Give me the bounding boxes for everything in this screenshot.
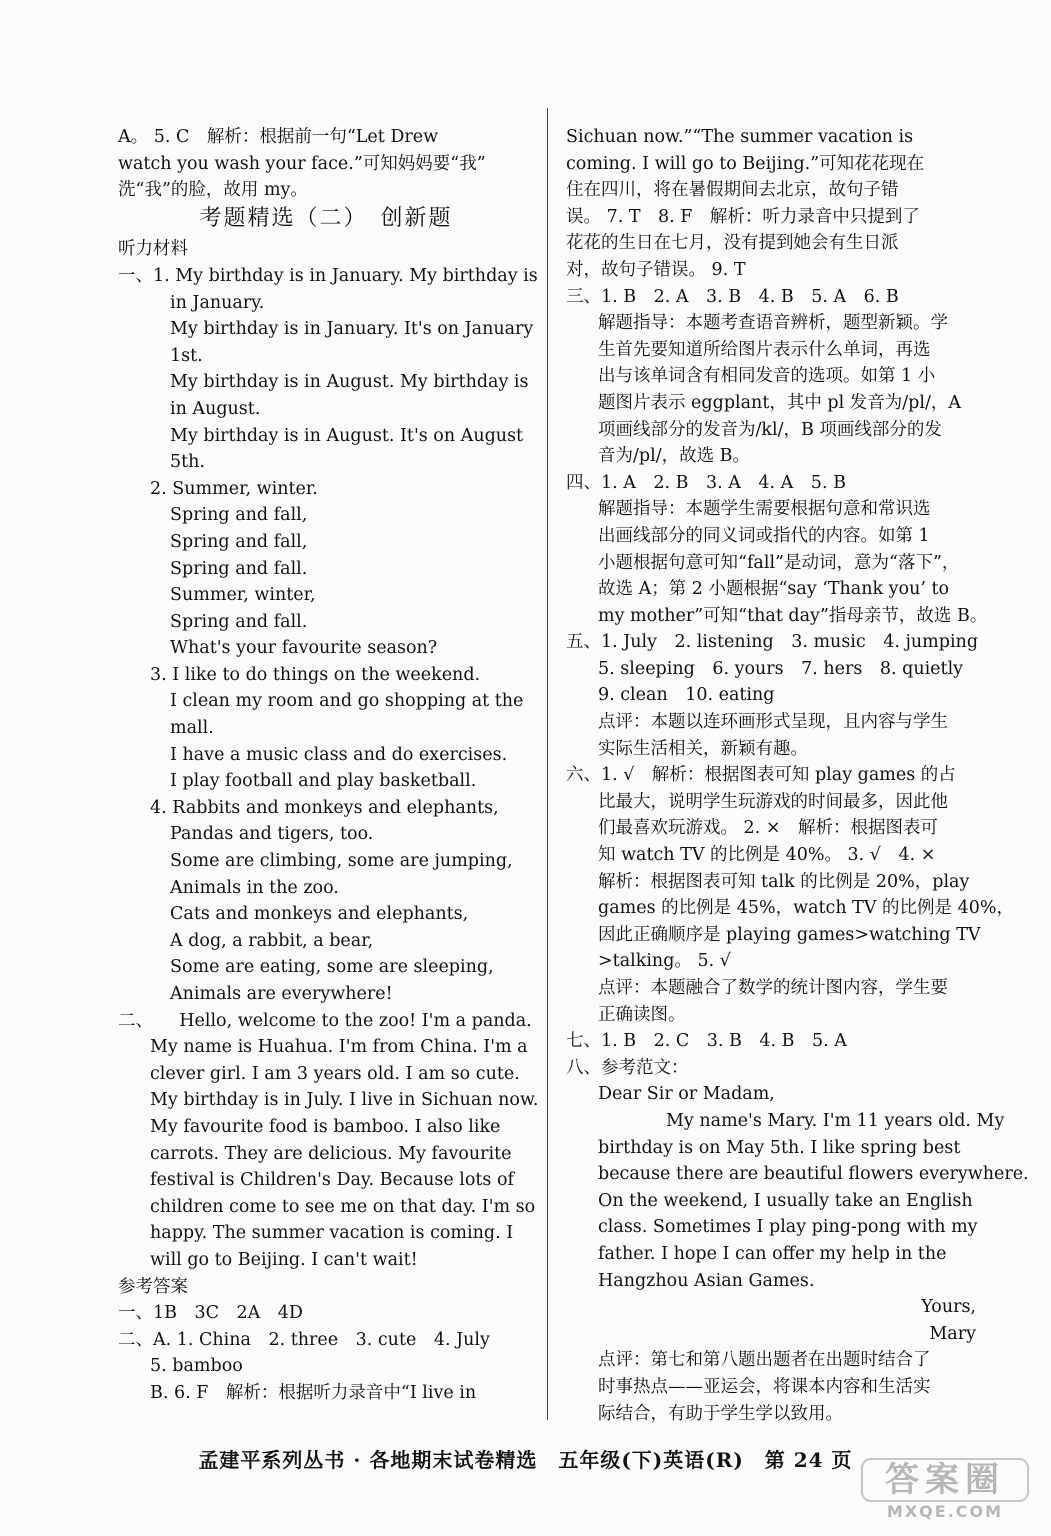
text-line: 六、1. √ 解析：根据图表可知 play games 的占 (566, 765, 956, 786)
text-line: Some are eating, some are sleeping, (170, 957, 494, 978)
text-line: Cats and monkeys and elephants, (170, 904, 469, 925)
text-line: Spring and fall, (170, 531, 308, 552)
text-line: 七、1. B 2. C 3. B 4. B 5. A (566, 1031, 847, 1052)
text-line: 洗“我”的脸，故用 my。 (118, 180, 308, 201)
text-line: 对，故句子错误。 9. T (566, 259, 746, 280)
text-line: 5. bamboo (150, 1356, 243, 1377)
text-line: 们最喜欢玩游戏。 2. × 解析：根据图表可 (598, 818, 938, 839)
watermark-logo (861, 1458, 1029, 1528)
text-line: I clean my room and go shopping at the (170, 691, 524, 712)
text-line: >talking。 5. √ (598, 951, 731, 972)
text-line: watch you wash your face.”可知妈妈要“我” (118, 153, 486, 174)
text-line: festival is Children's Day. Because lots of (150, 1170, 514, 1191)
text-line: Spring and fall. (170, 611, 308, 632)
text-line: Dear Sir or Madam, (598, 1084, 775, 1105)
watermark-url: MXQE.COM (886, 1502, 1004, 1521)
text-line: 2. Summer, winter. (150, 478, 318, 499)
text-line: Sichuan now.”“The summer vacation is (566, 127, 914, 147)
text-line: 三、1. B 2. A 3. B 4. B 5. A 6. B (566, 286, 899, 307)
text-line: 点评：本题以连环画形式呈现，且内容与学生 (598, 712, 948, 733)
text-line: 1st. (170, 345, 203, 366)
text-line: 解题指导：本题考查语音辨析，题型新颖。学 (598, 313, 948, 334)
text-line: 时事热点——亚运会，将课本内容和生活实 (598, 1376, 931, 1397)
text-line: father. I hope I can offer my help in the (598, 1243, 947, 1264)
text-line: in August. (170, 398, 261, 419)
text-line: Pandas and tigers, too. (170, 824, 374, 845)
text-line: A dog, a rabbit, a bear, (170, 930, 374, 951)
text-line: Animals in the zoo. (170, 877, 339, 898)
text-line: Spring and fall, (170, 505, 308, 526)
text-line: 5. sleeping 6. yours 7. hers 8. quietly (598, 658, 964, 679)
text-line: 际结合，有助于学生学以致用。 (598, 1403, 843, 1424)
text-line: What's your favourite season? (170, 638, 438, 659)
text-line: 项画线部分的发音为/kl/，B 项画线部分的发 (598, 419, 942, 440)
text-line: My name is Huahua. I'm from China. I'm a (150, 1037, 528, 1058)
text-line: 知 watch TV 的比例是 40%。 3. √ 4. × (598, 845, 936, 866)
text-line: I have a music class and do exercises. (170, 744, 508, 765)
text-line: 参考答案 (118, 1276, 188, 1297)
text-line: my mother”可知“that day”指母亲节，故选 B。 (598, 605, 988, 626)
text-line: Animals are everywhere! (170, 984, 393, 1004)
text-line: 听力材料 (118, 239, 188, 260)
text-line: 二、 Hello, welcome to the zoo! I'm a panda. (118, 1010, 532, 1031)
right-column (566, 124, 1029, 1427)
text-line: class. Sometimes I play ping-pong with my (598, 1217, 978, 1238)
text-line: 四、1. A 2. B 3. A 4. A 5. B (566, 472, 846, 493)
text-line: Mary (929, 1323, 976, 1344)
text-line: Summer, winter, (170, 585, 316, 606)
text-line: Hangzhou Asian Games. (598, 1270, 815, 1291)
text-line: 3. I like to do things on the weekend. (150, 664, 481, 685)
text-line: birthday is on May 5th. I like spring best (598, 1137, 961, 1158)
text-line: My birthday is in August. It's on August (170, 425, 524, 446)
text-line: games 的比例是 45%，watch TV 的比例是 40%， (598, 898, 1015, 919)
watermark-title: 答案圈 (861, 1458, 1029, 1502)
text-line: coming. I will go to Beijing.”可知花花现在 (566, 153, 925, 174)
text-line: A。 5. C 解析：根据前一句“Let Drew (118, 127, 439, 147)
text-line: 花花的生日在七月，没有提到她会有生日派 (566, 233, 899, 254)
text-line: 点评：第七和第八题出题者在出题时结合了 (598, 1350, 931, 1371)
text-line: 一、1B 3C 2A 4D (118, 1303, 303, 1324)
text-line: clever girl. I am 3 years old. I am so cute. (150, 1063, 520, 1084)
text-line: 五、1. July 2. listening 3. music 4. jumping (566, 632, 979, 653)
text-line: happy. The summer vacation is coming. I (150, 1223, 514, 1244)
text-line: 题图片表示 eggplant，其中 pl 发音为/pl/，A (598, 392, 962, 413)
text-line: 出与该单词含有相同发音的选项。如第 1 小 (598, 366, 936, 387)
text-line: 住在四川，将在暑假期间去北京，故句子错 (566, 180, 899, 201)
text-line: 故选 A；第 2 小题根据“say ‘Thank you’ to (598, 579, 950, 600)
text-line: mall. (170, 718, 214, 739)
text-line: My favourite food is bamboo. I also like (150, 1116, 501, 1137)
text-line: 解析：根据图表可知 talk 的比例是 20%，play (598, 871, 970, 892)
text-line: children come to see me on that day. I'm so (150, 1196, 536, 1217)
text-line: Yours, (921, 1297, 976, 1318)
text-line: 解题指导：本题学生需要根据句意和常识选 (598, 499, 931, 520)
text-line: My birthday is in August. My birthday is (170, 372, 529, 393)
text-line: On the weekend, I usually take an English (598, 1190, 973, 1211)
text-line: 因此正确顺序是 playing games>watching TV (598, 924, 981, 945)
column-divider (547, 108, 548, 1420)
text-line: 误。 7. T 8. F 解析：听力录音中只提到了 (566, 206, 920, 227)
page-footer: 孟建平系列丛书 · 各地期末试卷精选 五年级(下)英语(R) 第 24 页 (198, 1448, 853, 1472)
left-column (118, 124, 539, 1407)
text-line: 一、1. My birthday is in January. My birthday is (118, 265, 538, 286)
text-line: I play football and play basketball. (170, 771, 477, 792)
text-line: 正确读图。 (598, 1004, 686, 1025)
section-title: 考题精选（二） 创新题 (199, 205, 453, 231)
text-line: Some are climbing, some are jumping, (170, 851, 513, 872)
text-line: carrots. They are delicious. My favourite (150, 1143, 512, 1164)
text-line: 八、参考范文： (566, 1057, 689, 1078)
text-line: Spring and fall. (170, 558, 308, 579)
text-line: 点评：本题融合了数学的统计图内容，学生要 (598, 978, 948, 998)
text-line: because there are beautiful flowers everywhere. (598, 1164, 1029, 1185)
text-line: 音为/pl/，故选 B。 (598, 446, 751, 467)
text-line: 小题根据句意可知“fall”是动词，意为“落下”， (598, 552, 960, 573)
text-line: 9. clean 10. eating (598, 685, 775, 706)
text-line: My birthday is in January. It's on January (170, 319, 534, 340)
text-line: 比最大，说明学生玩游戏的时间最多，因此他 (598, 791, 948, 812)
text-line: My birthday is in July. I live in Sichuan now. (150, 1090, 539, 1111)
text-line: B. 6. F 解析：根据听力录音中“I live in (150, 1382, 477, 1403)
text-line: 实际生活相关，新颖有趣。 (598, 738, 808, 759)
text-line: in January. (170, 292, 265, 313)
text-line: My name's Mary. I'm 11 years old. My (666, 1110, 1005, 1131)
text-line: will go to Beijing. I can't wait! (150, 1249, 418, 1270)
text-line: 4. Rabbits and monkeys and elephants, (150, 797, 499, 818)
text-line: 生首先要知道所给图片表示什么单词，再选 (598, 339, 931, 360)
text-line: 5th. (170, 452, 205, 473)
text-line: 二、A. 1. China 2. three 3. cute 4. July (118, 1329, 490, 1350)
text-line: 出画线部分的同义词或指代的内容。如第 1 (598, 525, 930, 546)
